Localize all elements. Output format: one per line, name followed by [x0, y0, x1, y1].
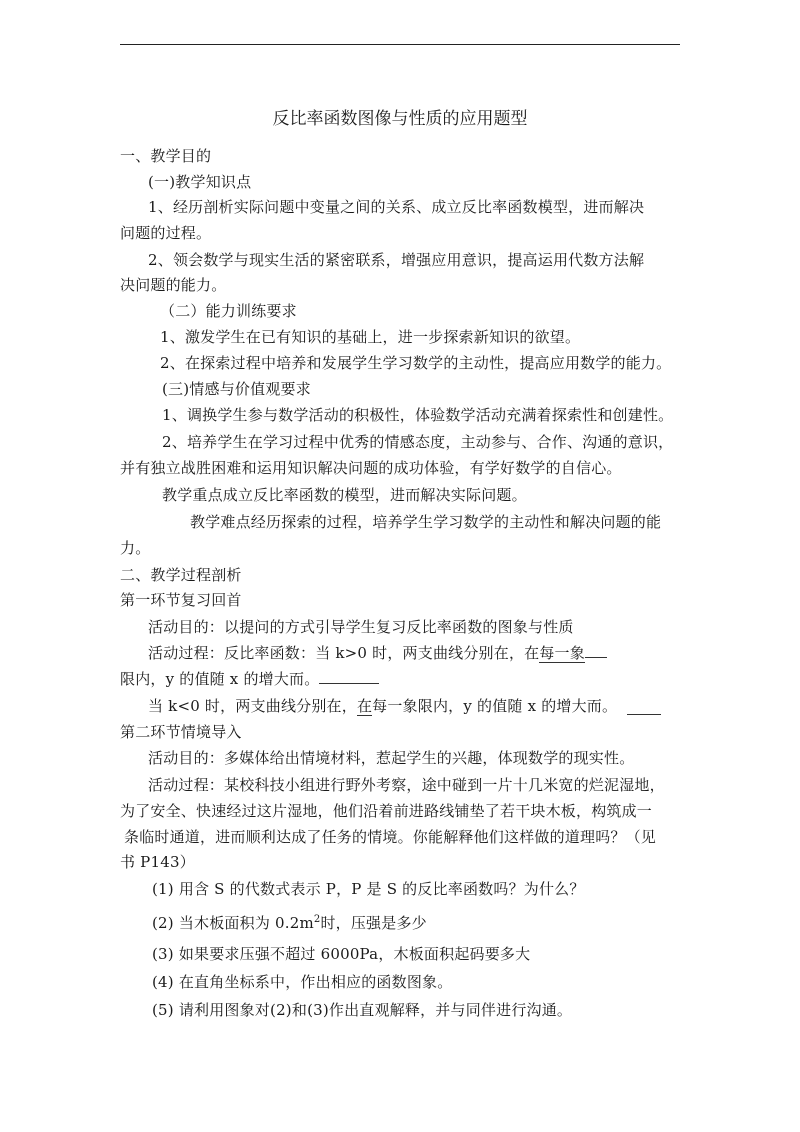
- activity-text: 活动过程：反比率函数：当 k>0 时，两支曲线分别在，在: [148, 644, 540, 662]
- underlined-text: 每一象: [539, 644, 585, 662]
- question-text: (2) 当木板面积为 0.2m: [152, 914, 314, 932]
- underlined-text: 在: [356, 697, 373, 715]
- section-heading-objectives: 一、教学目的: [120, 147, 212, 165]
- paragraph-line: 并有独立战胜困难和运用知识解决问题的成功体验，有学好数学的自信心。: [120, 459, 622, 477]
- activity-process-3: 活动过程：某校科技小组进行野外考察，途中碰到一片十几米宽的烂泥湿地，: [148, 776, 665, 794]
- subheading-emotion: (三)情感与价值观要求: [162, 380, 311, 398]
- question-5: (5) 请利用图象对(2)和(3)作出直观解释，并与同伴进行沟通。: [152, 1001, 573, 1019]
- header-rule: [120, 44, 680, 45]
- paragraph-line: 问题的过程。: [120, 224, 212, 242]
- answer-blank: [319, 669, 379, 684]
- paragraph-line: 为了安全、快速经过这片湿地，他们沿着前进路线铺垫了若干块木板，构筑成一: [120, 802, 653, 820]
- paragraph-line: 2、领会数学与现实生活的紧密联系，增强应用意识，提高运用代数方法解: [148, 251, 645, 269]
- section-heading-process: 二、教学过程剖析: [120, 566, 242, 584]
- paragraph-line: 1、激发学生在已有知识的基础上，进一步探索新知识的欲望。: [160, 328, 581, 346]
- activity-text: 限内，y 的值随 x 的增大而。: [120, 670, 320, 688]
- subheading-knowledge: (一)教学知识点: [148, 173, 252, 191]
- paragraph-line: 决问题的能力。: [120, 276, 227, 294]
- paragraph-line: 2、在探索过程中培养和发展学生学习数学的主动性，提高应用数学的能力。: [160, 354, 672, 372]
- paragraph-line: 1、调换学生参与数学活动的积极性，体验数学活动充满着探索性和创建性。: [162, 406, 674, 424]
- activity-purpose-2: 活动目的：多媒体给出情境材料，惹起学生的兴趣，体现数学的现实性。: [148, 749, 635, 767]
- paragraph-line: 力。: [120, 539, 151, 557]
- paragraph-line: 2、培养学生在学习过程中优秀的情感态度，主动参与、合作、沟通的意识，: [162, 433, 674, 451]
- teaching-difficulty: 教学难点经历探索的过程，培养学生学习数学的主动性和解决问题的能: [190, 513, 662, 531]
- paragraph-line: 条临时通道，进而顺利达成了任务的情境。你能解释他们这样做的道理吗？（见: [124, 828, 657, 846]
- question-4: (4) 在直角坐标系中，作出相应的函数图象。: [152, 973, 453, 991]
- activity-process-1-cont: [120, 669, 379, 689]
- superscript: 2: [313, 914, 321, 925]
- subheading-ability: （二）能力训练要求: [160, 302, 297, 320]
- teaching-focus: 教学重点成立反比率函数的模型，进而解决实际问题。: [162, 486, 527, 504]
- question-3: (3) 如果要求压强不超过 6000Pa，木板面积起码要多大: [152, 945, 531, 963]
- stage-heading-context: 第二环节情境导入: [120, 723, 242, 741]
- answer-blank: [585, 643, 607, 658]
- answer-blank: [627, 700, 661, 715]
- paragraph-line: 书 P143）: [120, 853, 195, 871]
- activity-process-2: [148, 696, 617, 716]
- activity-process-1: [148, 643, 607, 663]
- activity-text: 每一象限内，y 的值随 x 的增大而。: [372, 697, 618, 715]
- question-1: (1) 用含 S 的代数式表示 P，P 是 S 的反比率函数吗？为什么？: [152, 880, 585, 898]
- activity-text: 当 k<0 时，两支曲线分别在，: [148, 697, 357, 715]
- document-title: 反比率函数图像与性质的应用题型: [272, 109, 528, 129]
- paragraph-line: 1、经历剖析实际问题中变量之间的关系、成立反比率函数模型，进而解决: [148, 198, 645, 216]
- stage-heading-review: 第一环节复习回首: [120, 591, 242, 609]
- activity-purpose-1: 活动目的：以提问的方式引导学生复习反比率函数的图象与性质: [148, 618, 574, 636]
- question-text: 时，压强是多少: [320, 914, 427, 932]
- question-2: [152, 910, 427, 933]
